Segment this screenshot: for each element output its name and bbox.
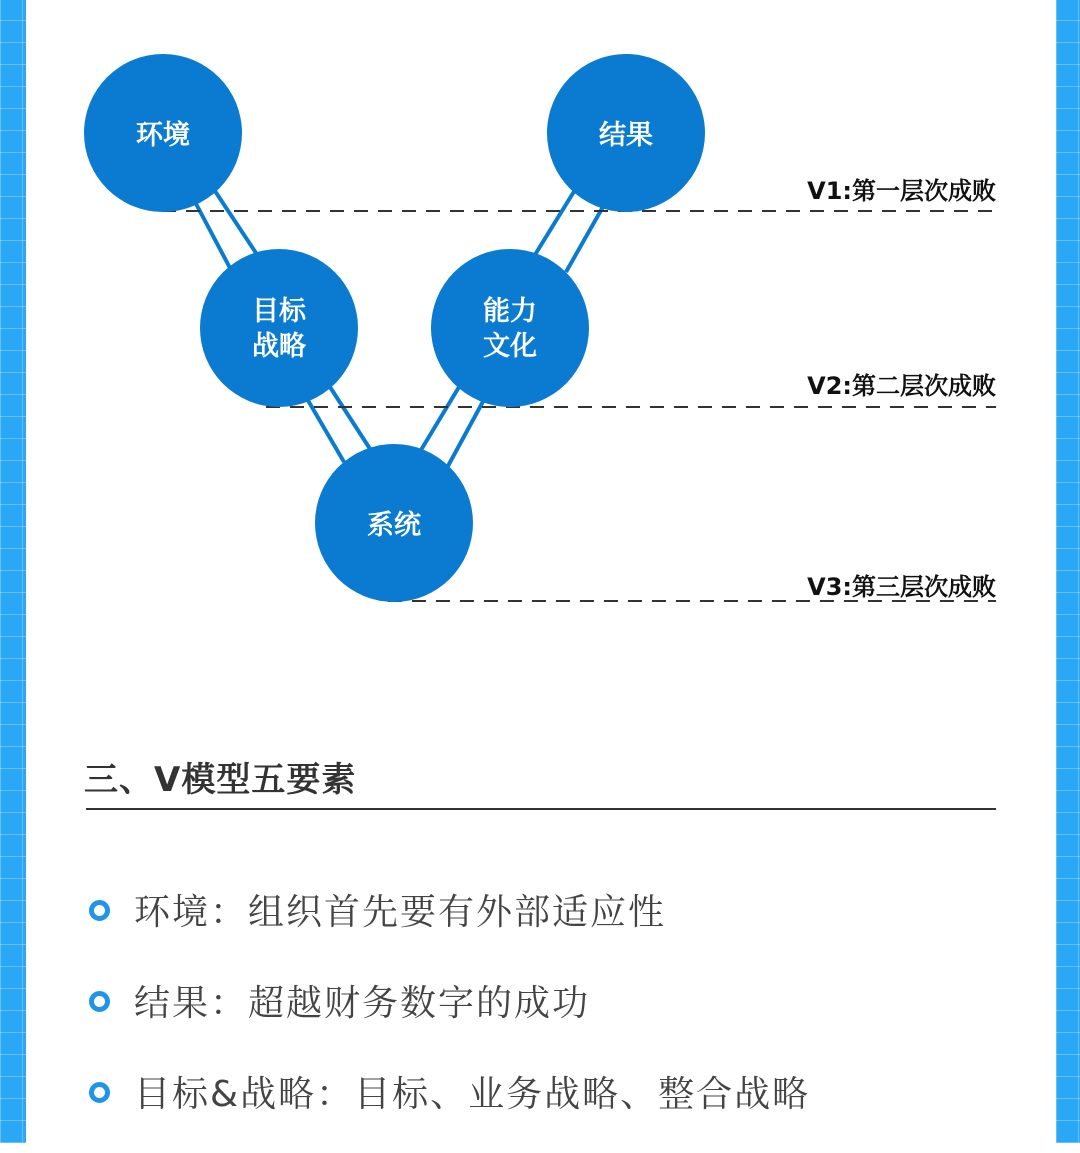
ring-bullet-icon	[89, 900, 110, 921]
ring-bullet-icon	[89, 991, 110, 1012]
connector-result-capability-a	[533, 185, 578, 258]
node-result-label: 结果	[599, 120, 653, 151]
node-goal-strategy-line1: 目标	[252, 296, 306, 327]
level-label-v2: V2:第二层次成败	[807, 372, 996, 400]
node-goal-strategy-line2: 战略	[252, 331, 306, 362]
node-environment-label: 环境	[136, 120, 190, 151]
ring-bullet-icon	[89, 1082, 110, 1103]
list-item-text: 环境：组织首先要有外部适应性	[134, 892, 667, 933]
node-system-label: 系统	[367, 510, 421, 541]
connector-capability-system-a	[418, 382, 462, 455]
level-label-v1: V1:第一层次成败	[807, 177, 996, 205]
level-label-v3: V3:第三层次成败	[807, 573, 996, 601]
section-title: 三、V模型五要素	[84, 760, 357, 800]
section-divider	[86, 808, 996, 810]
node-system	[315, 444, 473, 602]
node-result	[547, 54, 705, 212]
connector-goal-system-b	[330, 387, 372, 452]
node-capability-culture-line1: 能力	[483, 296, 537, 327]
node-environment	[84, 54, 242, 212]
node-capability-culture	[431, 249, 589, 407]
list-item-text: 结果：超越财务数字的成功	[134, 983, 591, 1024]
node-capability-culture-line2: 文化	[483, 331, 537, 362]
connector-result-capability-b	[566, 205, 604, 272]
right-grid-border	[1056, 0, 1080, 1143]
list-item-text: 目标&战略：目标、业务战略、整合战略	[134, 1074, 811, 1115]
node-goal-strategy	[200, 249, 358, 407]
